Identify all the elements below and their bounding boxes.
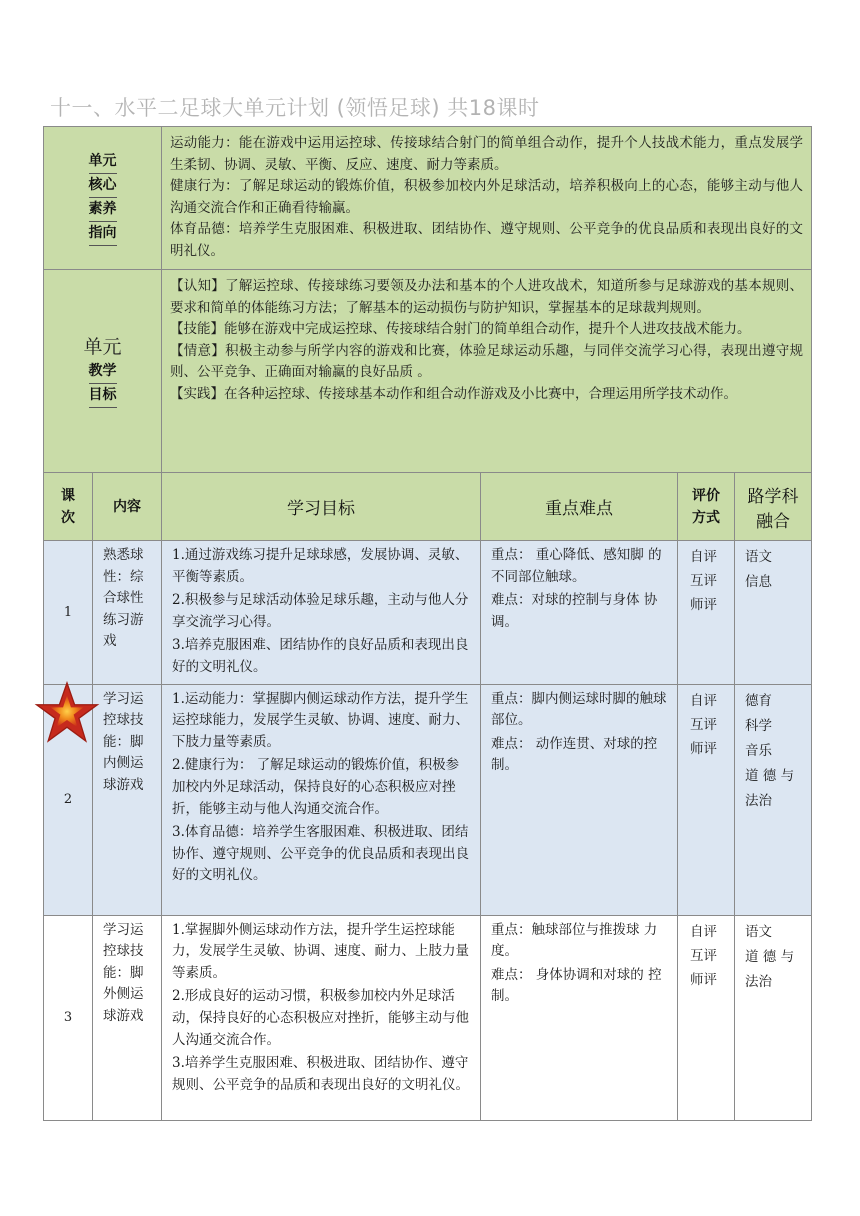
evaluation-item: 自评 [690, 923, 717, 940]
header-text: 路学科 [747, 486, 799, 507]
lesson-evaluation [678, 684, 735, 915]
objective-item: 1.通过游戏练习提升足球球感，发展协调、灵敏、平衡等素质。 [172, 547, 469, 585]
lesson-content: 学习运控球技能：脚外侧运球游戏 [93, 915, 162, 1120]
core-literacy-text [162, 127, 812, 270]
core-paragraph: 健康行为：了解足球运动的锻炼价值，积极参加校内外足球活动，培养积极向上的心态，能够主动与他人沟通交流合作和正确看待输赢。 [170, 178, 803, 216]
core-paragraph: 体育品德：培养学生克服困难、积极进取、团结协作、遵守规则、公平竞争的优良品质和表现出良好的文明礼仪。 [170, 221, 803, 259]
table-row [44, 915, 812, 1120]
header-text: 方式 [692, 509, 720, 526]
unit-plan-table [43, 126, 812, 1121]
teaching-goals-label [44, 270, 162, 473]
lesson-cross-subject [735, 684, 812, 915]
header-text: 评价 [692, 487, 720, 504]
table-row [44, 541, 812, 685]
lesson-number: 2 [44, 684, 93, 915]
discipline-item: 信息 [745, 574, 772, 590]
label-line: 核心 [89, 174, 117, 198]
label-line: 单元 [83, 336, 122, 358]
lesson-objectives [162, 684, 481, 915]
objective-item: 1.掌握脚外侧运球动作方法，提升学生运控球能力，发展学生灵敏、协调、速度、耐力、上肢力量等素质。 [172, 921, 469, 981]
lesson-number: 1 [44, 541, 93, 685]
label-line: 指向 [89, 222, 117, 246]
label-line: 单元 [89, 150, 117, 174]
header-text: 课 [61, 487, 75, 504]
discipline-item: 音乐 [745, 742, 772, 759]
goal-paragraph: 【技能】能够在游戏中完成运控球、传接球结合射门的简单组合动作，提升个人进攻技战术能力。 [170, 321, 751, 338]
goal-paragraph: 【实践】在各种运控球、传接球基本动作和组合动作游戏及小比赛中，合理运用所学技术动作。 [170, 385, 737, 402]
star-icon [34, 681, 100, 747]
table-header-row [44, 473, 812, 541]
evaluation-item: 师评 [690, 597, 717, 613]
keypoint-item: 难点： 动作连贯、对球的控制。 [491, 735, 658, 774]
objective-item: 3.体育品德：培养学生客服困难、积极进取、团结协作、遵守规则、公平竞争的优良品质和表现出良好的文明礼仪。 [172, 824, 469, 884]
discipline-item: 语文 [745, 923, 772, 940]
discipline-item: 德育 [745, 692, 772, 709]
label-line: 目标 [89, 384, 117, 408]
header-content: 内容 [93, 473, 162, 541]
objective-item: 1.运动能力：掌握脚内侧运球动作方法，提升学生运控球能力，发展学生灵敏、协调、速度、耐力、下肢力量等素质。 [172, 690, 469, 750]
header-objectives: 学习目标 [162, 473, 481, 541]
evaluation-item: 师评 [690, 740, 717, 757]
teaching-goals-text [162, 270, 812, 473]
label-line: 教学 [89, 360, 117, 384]
lesson-keypoints [481, 915, 678, 1120]
lesson-number: 3 [44, 915, 93, 1120]
objective-item: 3.培养学生克服困难、积极进取、团结协作、遵守规则、公平竞争的品质和表现出良好的文明礼仪。 [172, 1055, 469, 1093]
teaching-goals-row [44, 270, 812, 473]
keypoint-item: 重点：触球部位与推拨球 力度。 [491, 921, 658, 960]
evaluation-item: 自评 [690, 549, 717, 565]
evaluation-item: 互评 [690, 947, 717, 964]
lesson-content: 学习运控球技能：脚内侧运球游戏 [93, 684, 162, 915]
lesson-keypoints [481, 541, 678, 685]
header-cross-subject [735, 473, 812, 541]
page-title: 十一、水平二足球大单元计划 (领悟足球) 共18课时 [50, 96, 540, 120]
header-evaluation [678, 473, 735, 541]
evaluation-item: 自评 [690, 692, 717, 709]
objective-item: 2.形成良好的运动习惯，积极参加校内外足球活动，保持良好的心态积极应对挫折，能够主动与他人沟通交流合作。 [172, 988, 469, 1048]
evaluation-item: 互评 [690, 716, 717, 733]
goal-paragraph: 【认知】了解运控球、传接球练习要领及办法和基本的个人进攻战术，知道所参与足球游戏的基本规则、要求和简单的体能练习方法；了解基本的运动损伤与防护知识，掌握基本的足球裁判规则。 [170, 278, 803, 316]
lesson-cross-subject [735, 915, 812, 1120]
lesson-content: 熟悉球性：综合球性练习游戏 [93, 541, 162, 685]
table-row [44, 684, 812, 915]
keypoint-item: 难点： 身体协调和对球的 控制。 [491, 966, 662, 1005]
evaluation-item: 互评 [690, 573, 717, 589]
core-literacy-label [44, 127, 162, 270]
objective-item: 3.培养克服困难、团结协作的良好品质和表现出良好的文明礼仪。 [172, 637, 469, 675]
discipline-item: 语文 [745, 549, 772, 565]
keypoint-item: 重点：脚内侧运球时脚的触球部位。 [491, 690, 667, 729]
objective-item: 2.健康行为： 了解足球运动的锻炼价值，积极参加校内外足球活动，保持良好的心态积极应对挫折，能够主动与他人沟通交流合作。 [172, 757, 460, 817]
header-text: 融合 [756, 511, 790, 532]
discipline-item: 道 德 与 法治 [745, 767, 795, 809]
lesson-cross-subject [735, 541, 812, 685]
objective-item: 2.积极参与足球活动体验足球乐趣，主动与他人分享交流学习心得。 [172, 592, 469, 630]
core-paragraph: 运动能力：能在游戏中运用运控球、传接球结合射门的简单组合动作，提升个人技战术能力，重点发展学生柔韧、协调、灵敏、平衡、反应、速度、耐力等素质。 [170, 135, 803, 173]
lesson-evaluation [678, 541, 735, 685]
lesson-keypoints [481, 684, 678, 915]
discipline-item: 科学 [745, 717, 772, 734]
label-line: 素养 [89, 198, 117, 222]
goal-paragraph: 【情意】积极主动参与所学内容的游戏和比赛，体验足球运动乐趣，与同伴交流学习心得，表现出遵守规则、公平竞争、正确面对输赢的良好品质 。 [170, 342, 803, 381]
header-lesson [44, 473, 93, 541]
lesson-objectives [162, 915, 481, 1120]
header-keypoints: 重点难点 [481, 473, 678, 541]
core-literacy-row [44, 127, 812, 270]
discipline-item: 道 德 与 法治 [745, 948, 795, 990]
header-text: 次 [61, 509, 75, 526]
keypoint-item: 难点：对球的控制与身体 协调。 [491, 592, 658, 630]
keypoint-item: 重点： 重心降低、感知脚 的不同部位触球。 [491, 547, 662, 585]
evaluation-item: 师评 [690, 971, 717, 988]
lesson-evaluation [678, 915, 735, 1120]
lesson-objectives [162, 541, 481, 685]
